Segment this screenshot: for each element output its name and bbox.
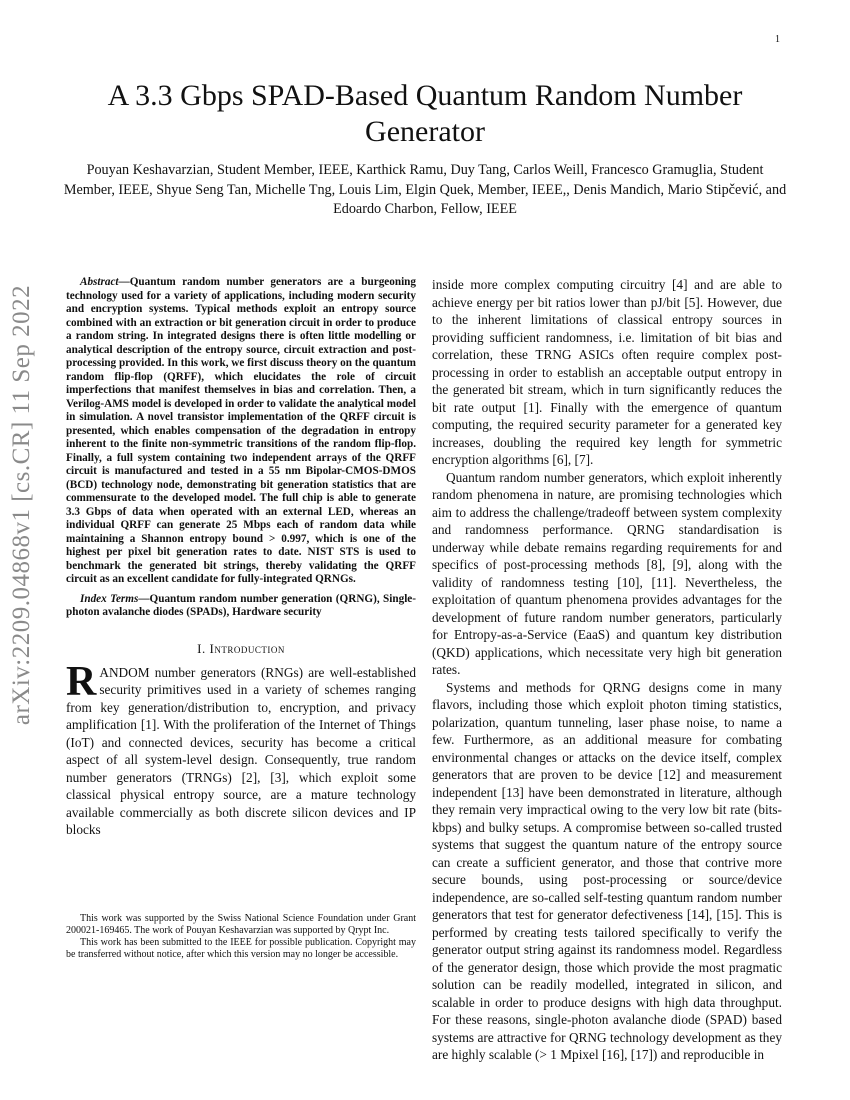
footnote-funding: This work was supported by the Swiss National Science Foundation under Grant 200021-169465. The work of Pouyan Keshavarzian was supported by Qrypt Inc. xyxy=(66,913,416,936)
section-heading xyxy=(66,641,416,657)
intro-text: number generators (RNGs) are well-established security primitives used in a variety of schemes ranging from key generation/distribution to, encryption, and privacy amplification [1]. With the proliferation of the Internet of Things (IoT) and connected devices, security has become a critical aspect of all system-level design. Consequently, true random number generators (TRNGs) [2], [3], which exploit some classical physical entropy source, are a mature technology available commercially as both discrete silicon devices and IP blocks xyxy=(66,664,416,837)
section-number: I. xyxy=(197,640,210,656)
right-column xyxy=(432,276,782,1064)
footnotes xyxy=(66,913,416,961)
arxiv-stamp: arXiv:2209.04868v1 [cs.CR] 11 Sep 2022 xyxy=(8,284,35,726)
drop-cap: R xyxy=(66,658,97,705)
intro-lead-word: ANDOM xyxy=(99,664,150,680)
index-terms xyxy=(66,593,416,620)
intro-paragraph xyxy=(66,658,416,839)
abstract xyxy=(66,276,416,587)
author-list: Pouyan Keshavarzian, Student Member, IEEE, Karthick Ramu, Duy Tang, Carlos Weill, Francesco Gramuglia, Student Member, IEEE, Shyue Seng Tan, Michelle Tng, Louis Lim, Elgin Quek, Member, IEEE,, Denis Mandich, Mario Stipčević, and Edoardo Charbon, Fellow, IEEE xyxy=(63,162,787,218)
abstract-label: Abstract xyxy=(80,276,119,288)
body-paragraph: inside more complex computing circuitry [4] and are able to achieve energy per bit ratios lower than pJ/bit [5]. However, due to the inherent limitations of classical entropy sources in providing sufficient randomness, i.e. limitation of bit bias and correlation, these TRNG ASICs often require complex post-processing in order to establish an acceptable output entropy in the generated bit stream, which in turn significantly reduces the bit rate output [1]. Finally with the emergence of quantum computing, the required security parameter for a generated key increases, doubling the required key length for symmetric encryption algorithms [6], [7]. xyxy=(432,277,782,467)
abstract-text: —Quantum random number generators are a burgeoning technology used for a variety of applications, including modern security and encryption systems. Typical methods exploit an entropy source combined with an extraction or bit generation circuit in order to produce a random string. In integrated designs there is often little modelling or analytical description of the entropy source, circuit extraction and post-processing provided. In this work, we first discuss theory on the quantum random flip-flop (QRFF), which elucidates the role of circuit imperfections that manifest themselves in bias and correlation. Then, a Verilog-AMS model is developed in order to validate the analytical model in simulation. A novel transistor implementation of the QRFF circuit is presented, which enables compensation of the degradation in entropy inherent to the finite non-symmetric transitions of the random flip-flop. Finally, a full system containing two independent arrays of the QRFF circuit is manufactured and tested in a 55 nm Bipolar-CMOS-DMOS (BCD) technology node, demonstrating bit generation statistics that are commensurate to the developed model. The full chip is able to generate 3.3 Gbps of data when operated with an external LED, whereas an individual QRFF can generate 25 Mbps each of random data while maintaining a Shannon entropy bound > 0.997, which is one of the highest per pixel bit generation rates to date. NIST STS is used to benchmark the generated bit strings, thereby validating the QRFF circuit as an excellent candidate for fully-integrated QRNGs. xyxy=(66,276,416,585)
body-paragraph: Quantum random number generators, which exploit inherently random phenomena in nature, are promising technologies which aim to address the challenge/tradeoff between system complexity and randomness performance. QRNG standardisation is underway while debate remains regarding requirements for and specifics of post-processing methods [8], [9], along with the validity of randomness testing [10], [11]. Nevertheless, the exploitation of quantum phenomena provides advantages for the development of future random number generators, particularly for Entropy-as-a-Service (EaaS) and quantum key distribution (QKD) applications, which necessitate very high bit generation rates. xyxy=(432,469,782,677)
index-terms-label: Index Terms xyxy=(80,592,139,605)
section-title: Introduction xyxy=(209,640,285,656)
body-paragraph: Systems and methods for QRNG designs come in many flavors, including those which exploit photon timing statistics, polarization, quantum tunneling, laser phase noise, to name a few. Furthermore, as an additional measure for combating environmental changes or attacks on the device itself, complex generators that are proven to be device [12] and measurement independent [13] have been demonstrated in literature, although they remain very impractical owing to the very low bit rate (bits-kbps) and bulky setups. A compromise between so-called trusted systems that suggest the quantum nature of the entropy source can create a sufficient generator, and those that contrive more secure bounds, using post-processing or source/device independence, are so-called self-testing quantum random number generators that test for generator defectiveness [14], [15]. This is performed by creating tests tailored specifically to verify the generator output string against its randomness model. Regardless of the generator design, those which provide the most pragmatic solution can be readily modelled, integrated in silicon, and scalable in order to produce designs with high data throughput. For these reasons, single-photon avalanche diode (SPAD) based systems are attractive for QRNG technology development as they are highly scalable (> 1 Mpixel [16], [17]) and reproducible in xyxy=(432,679,782,1062)
paper-title: A 3.3 Gbps SPAD-Based Quantum Random Number Generator xyxy=(107,79,743,148)
index-terms-text: —Quantum random number generation (QRNG), Single-photon avalanche diodes (SPADs), Hardware security xyxy=(66,592,416,618)
page-number: 1 xyxy=(775,34,780,45)
footnote-submission: This work has been submitted to the IEEE for possible publication. Copyright may be transferred without notice, after which this version may no longer be accessible. xyxy=(66,936,416,960)
left-column xyxy=(66,276,416,839)
